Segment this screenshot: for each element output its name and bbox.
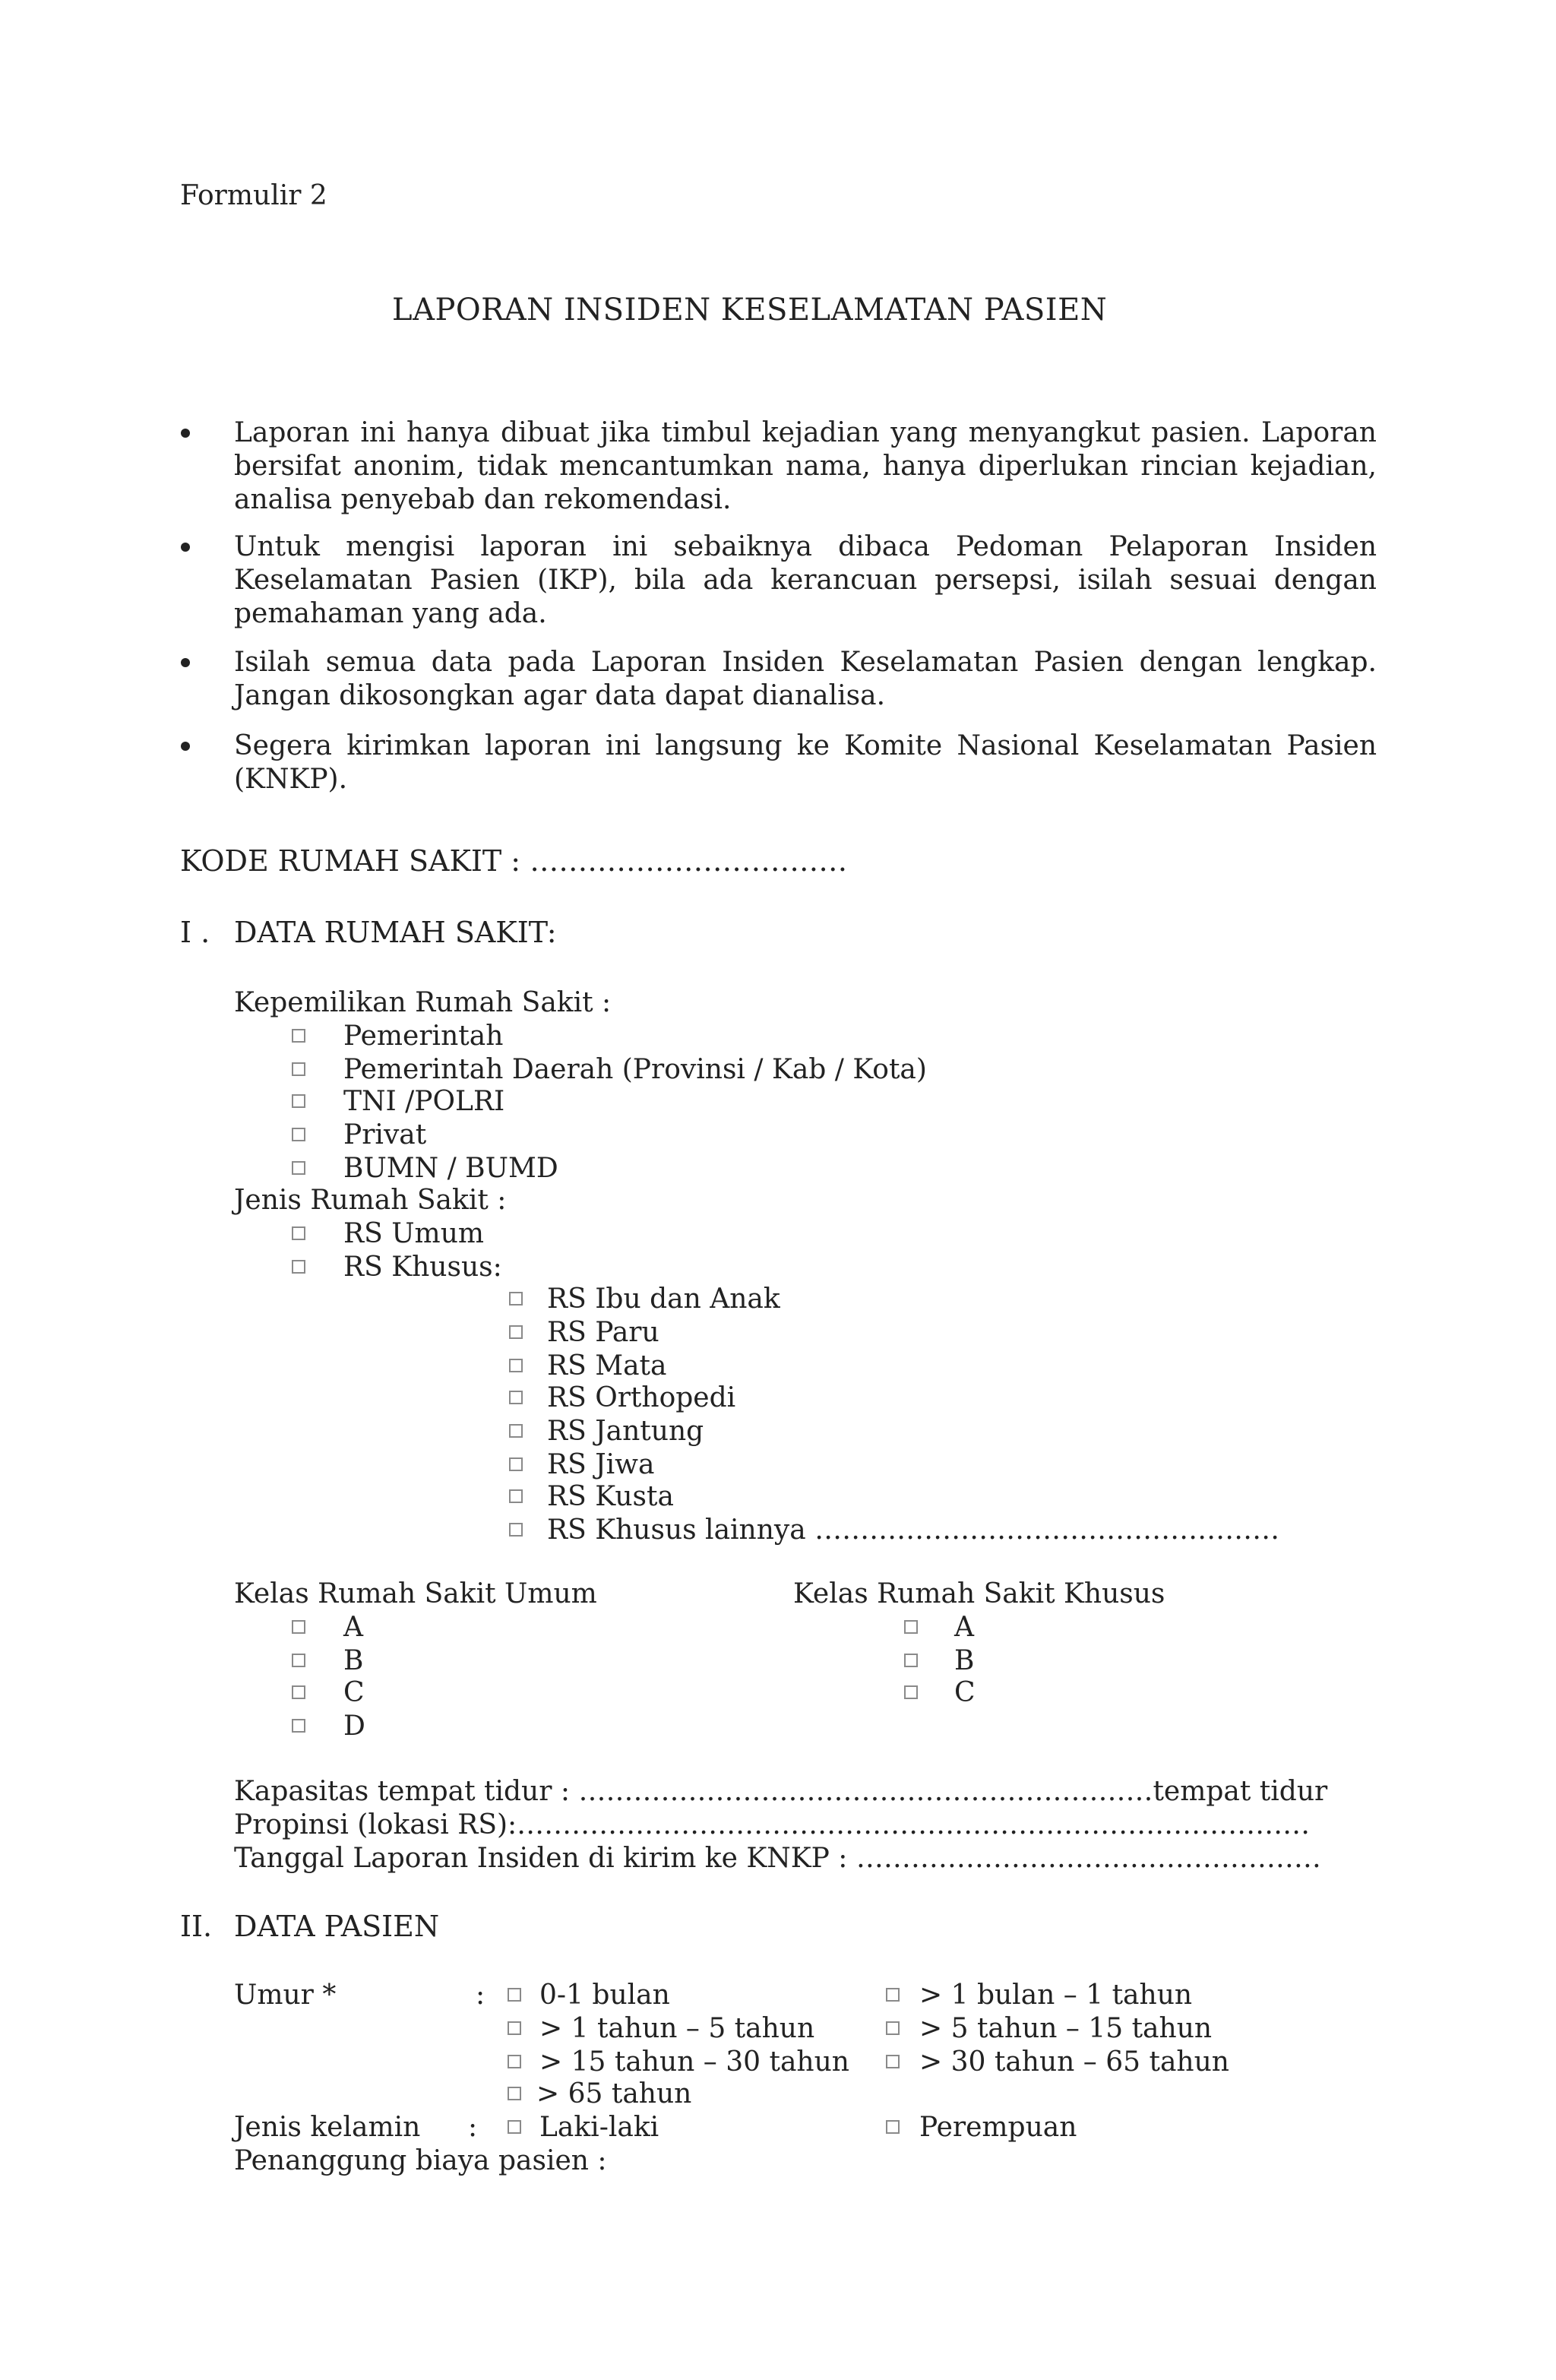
kelas-khusus-label: Kelas Rumah Sakit Khusus <box>793 1578 1165 1609</box>
option-label: B <box>343 1645 364 1676</box>
checkbox-kelas-khusus-b[interactable] <box>904 1654 918 1667</box>
bullet-dot <box>181 658 190 667</box>
option-label: Privat <box>343 1119 427 1150</box>
checkbox-umur-15-30-tahun[interactable] <box>508 2055 521 2068</box>
option-label: A <box>343 1612 363 1643</box>
bullet-paragraph-3 <box>234 646 1377 713</box>
section-2-title: DATA PASIEN <box>234 1910 440 1943</box>
checkbox-kelas-khusus-c[interactable] <box>904 1685 918 1699</box>
colon: : <box>468 2112 478 2143</box>
checkbox-rs-jiwa[interactable] <box>509 1457 523 1471</box>
option-label: RS Khusus: <box>343 1252 502 1283</box>
option-label: RS Jiwa <box>547 1449 655 1480</box>
option-label: 0-1 bulan <box>539 1980 670 2011</box>
checkbox-rs-umum[interactable] <box>292 1226 305 1240</box>
bullet-line: (KNKP). <box>234 764 348 795</box>
checkbox-privat[interactable] <box>292 1128 305 1141</box>
kelas-umum-label: Kelas Rumah Sakit Umum <box>234 1578 597 1609</box>
checkbox-perempuan[interactable] <box>886 2120 900 2134</box>
option-label: > 1 tahun – 5 tahun <box>539 2013 815 2044</box>
bullet-line: Untuk mengisi laporan ini sebaiknya dibaca Pedoman Pelaporan Insiden <box>234 531 1377 562</box>
checkbox-rs-khusus-lainnya[interactable] <box>509 1523 523 1537</box>
bullet-dot <box>181 429 190 438</box>
option-label: TNI /POLRI <box>343 1086 505 1117</box>
bullet-line: Segera kirimkan laporan ini langsung ke Komite Nasional Keselamatan Pasien <box>234 730 1377 761</box>
option-label: Perempuan <box>919 2112 1077 2143</box>
option-label: C <box>343 1677 365 1708</box>
option-label: RS Orthopedi <box>547 1382 736 1413</box>
bullet-dot <box>181 742 190 751</box>
checkbox-umur-30-65-tahun[interactable] <box>886 2055 900 2068</box>
checkbox-rs-mata[interactable] <box>509 1359 523 1372</box>
bullet-line: pemahaman yang ada. <box>234 598 547 629</box>
option-label: C <box>954 1677 976 1708</box>
bullet-paragraph-1 <box>234 416 1377 517</box>
checkbox-umur-65-tahun[interactable] <box>508 2087 521 2100</box>
bullet-paragraph-2 <box>234 530 1377 631</box>
checkbox-rs-jantung[interactable] <box>509 1424 523 1438</box>
option-label: Laki-laki <box>539 2112 659 2143</box>
checkbox-rs-paru[interactable] <box>509 1325 523 1339</box>
bullet-line: Isilah semua data pada Laporan Insiden Keselamatan Pasien dengan lengkap. <box>234 647 1377 678</box>
option-label: Pemerintah Daerah (Provinsi / Kab / Kota) <box>343 1054 927 1085</box>
option-label: > 5 tahun – 15 tahun <box>919 2013 1213 2044</box>
colon: : <box>476 1980 485 2011</box>
kode-rumah-sakit-field[interactable]: KODE RUMAH SAKIT : …………………………… <box>180 844 848 878</box>
checkbox-umur-1-5-tahun[interactable] <box>508 2021 521 2035</box>
checkbox-rs-khusus[interactable] <box>292 1260 305 1274</box>
checkbox-bumn-bumd[interactable] <box>292 1161 305 1175</box>
option-label: RS Paru <box>547 1317 659 1348</box>
option-label: A <box>954 1612 974 1643</box>
checkbox-kelas-umum-c[interactable] <box>292 1685 305 1699</box>
section-1-title: DATA RUMAH SAKIT: <box>234 916 557 949</box>
section-1-number: I . <box>180 916 210 949</box>
checkbox-tni-polri[interactable] <box>292 1094 305 1108</box>
option-label: RS Jantung <box>547 1416 704 1447</box>
option-label: > 1 bulan – 1 tahun <box>919 1980 1193 2011</box>
propinsi-field[interactable]: Propinsi (lokasi RS):…………………………………………………………………………… <box>234 1809 1311 1840</box>
option-label: RS Ibu dan Anak <box>547 1283 780 1315</box>
checkbox-rs-orthopedi[interactable] <box>509 1391 523 1404</box>
option-label: RS Umum <box>343 1218 485 1249</box>
checkbox-laki-laki[interactable] <box>508 2120 521 2134</box>
option-label: > 65 tahun <box>536 2078 692 2109</box>
checkbox-rs-kusta[interactable] <box>509 1489 523 1503</box>
jenis-kelamin-label: Jenis kelamin <box>234 2112 421 2143</box>
bullet-dot <box>181 543 190 552</box>
jenis-rs-label: Jenis Rumah Sakit : <box>234 1185 507 1216</box>
option-label: RS Mata <box>547 1350 667 1381</box>
page-title: LAPORAN INSIDEN KESELAMATAN PASIEN <box>392 293 1108 328</box>
section-2-number: II. <box>180 1910 213 1943</box>
form-number: Formulir 2 <box>180 180 327 211</box>
checkbox-kelas-umum-d[interactable] <box>292 1719 305 1733</box>
penanggung-biaya-label: Penanggung biaya pasien : <box>234 2145 607 2176</box>
checkbox-umur-1-bulan-1-tahun[interactable] <box>886 1988 900 2002</box>
bullet-paragraph-4 <box>234 730 1377 796</box>
option-label: RS Kusta <box>547 1481 674 1512</box>
checkbox-rs-ibu-anak[interactable] <box>509 1292 523 1306</box>
checkbox-umur-5-15-tahun[interactable] <box>886 2021 900 2035</box>
bullet-line: Keselamatan Pasien (IKP), bila ada kerancuan persepsi, isilah sesuai dengan <box>234 565 1377 596</box>
option-label: > 30 tahun – 65 tahun <box>919 2046 1229 2078</box>
bullet-line: Jangan dikosongkan agar data dapat dianalisa. <box>234 680 886 711</box>
umur-label: Umur * <box>234 1980 337 2011</box>
tanggal-laporan-field[interactable]: Tanggal Laporan Insiden di kirim ke KNKP : …………………………………………… <box>234 1843 1321 1874</box>
checkbox-pemerintah-daerah[interactable] <box>292 1062 305 1076</box>
checkbox-umur-0-1-bulan[interactable] <box>508 1988 521 2002</box>
option-label: B <box>954 1645 975 1676</box>
checkbox-pemerintah[interactable] <box>292 1029 305 1043</box>
option-label: Pemerintah <box>343 1021 504 1052</box>
kapasitas-tempat-tidur-field[interactable]: Kapasitas tempat tidur : ………………………………………………………tempat tidur <box>234 1776 1328 1807</box>
bullet-line: analisa penyebab dan rekomendasi. <box>234 484 732 515</box>
checkbox-kelas-khusus-a[interactable] <box>904 1620 918 1634</box>
option-label: D <box>343 1711 365 1742</box>
bullet-line: Laporan ini hanya dibuat jika timbul kejadian yang menyangkut pasien. Laporan <box>234 417 1377 448</box>
option-label: > 15 tahun – 30 tahun <box>539 2046 849 2078</box>
bullet-line: bersifat anonim, tidak mencantumkan nama, hanya diperlukan rincian kejadian, <box>234 451 1377 482</box>
option-label: RS Khusus lainnya …………………………………………… <box>547 1514 1280 1546</box>
kepemilikan-label: Kepemilikan Rumah Sakit : <box>234 987 612 1018</box>
option-label: BUMN / BUMD <box>343 1153 558 1184</box>
checkbox-kelas-umum-a[interactable] <box>292 1620 305 1634</box>
checkbox-kelas-umum-b[interactable] <box>292 1654 305 1667</box>
